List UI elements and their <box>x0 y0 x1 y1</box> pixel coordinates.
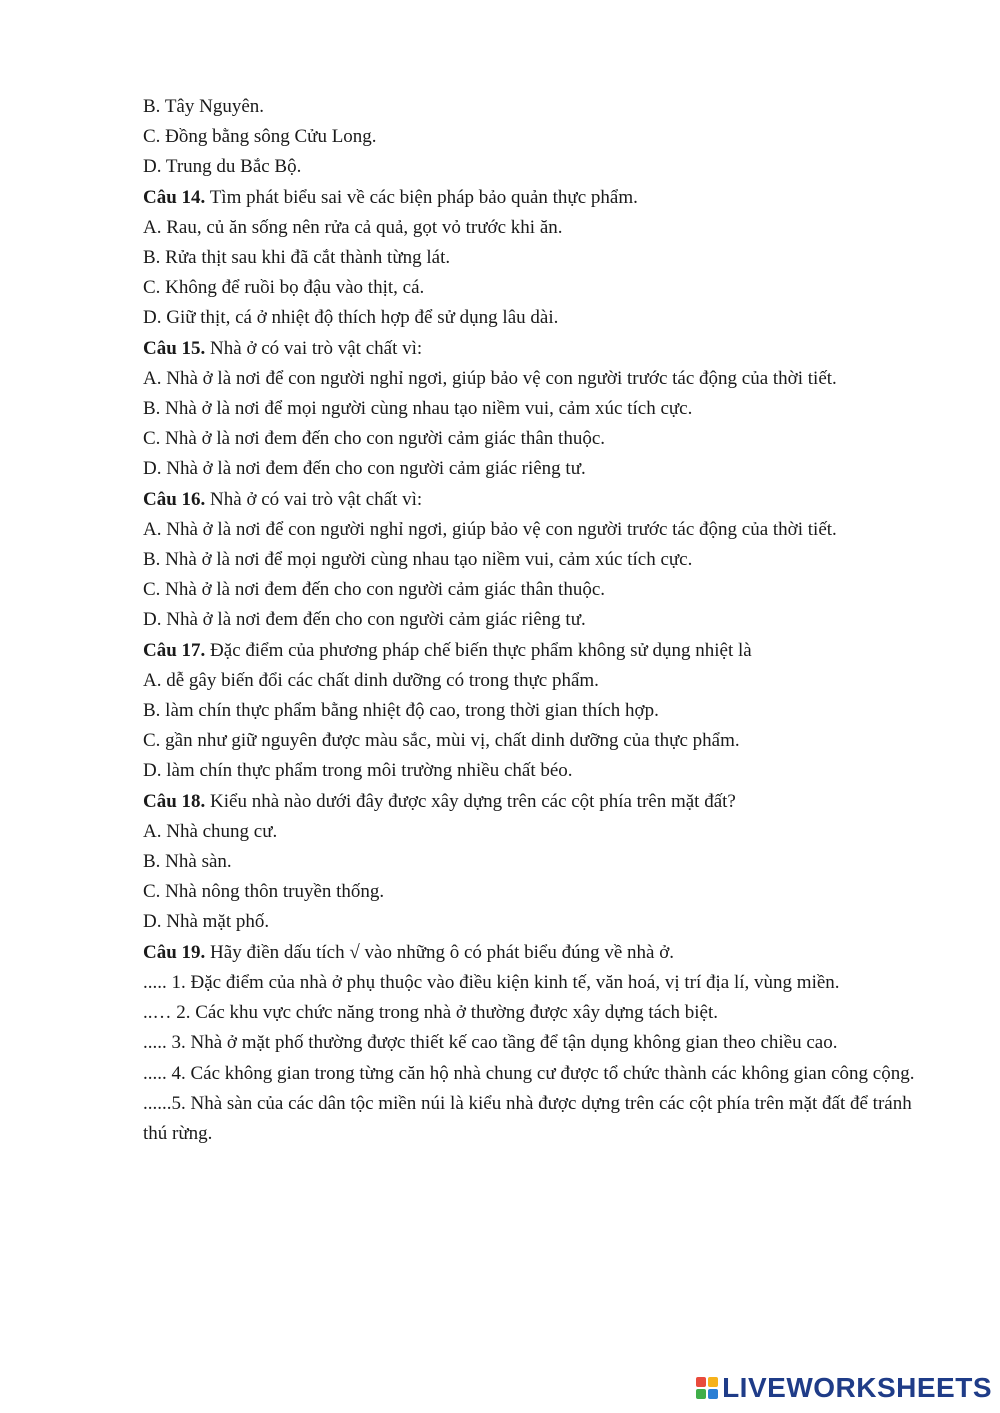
option-a: A. dễ gây biến đổi các chất dinh dưỡng có trong thực phẩm. <box>143 669 599 691</box>
question-14 <box>143 183 923 334</box>
option-c: C. Không để ruồi bọ đậu vào thịt, cá. <box>143 277 425 299</box>
question-19 <box>143 938 923 1149</box>
statement-1: ..... 1. Đặc điểm của nhà ở phụ thuộc vào điều kiện kinh tế, văn hoá, vị trí địa lí, vùng miền. <box>143 971 840 993</box>
question-17 <box>143 636 923 787</box>
question-text: Hãy điền dấu tích √ vào những ô có phát biểu đúng về nhà ở. <box>205 941 675 963</box>
question-number: Câu 15. <box>143 337 206 359</box>
logo-square <box>696 1377 706 1387</box>
question-stem <box>143 636 923 666</box>
question-text: Nhà ở có vai trò vật chất vì: <box>205 488 423 510</box>
option-d: D. Nhà ở là nơi đem đến cho con người cảm giác riêng tư. <box>143 609 586 631</box>
question-stem <box>143 334 923 364</box>
question-stem <box>143 183 923 213</box>
option-c: C. Nhà ở là nơi đem đến cho con người cảm giác thân thuộc. <box>143 428 606 450</box>
question-number: Câu 14. <box>143 186 206 208</box>
question-stem <box>143 787 923 817</box>
logo-square <box>708 1389 718 1399</box>
option-b: B. Nhà ở là nơi để mọi người cùng nhau tạo niềm vui, cảm xúc tích cực. <box>143 549 693 571</box>
option-line: C. Đồng bằng sông Cửu Long. <box>143 126 377 148</box>
option-c: C. gần như giữ nguyên được màu sắc, mùi vị, chất dinh dưỡng của thực phẩm. <box>143 730 740 752</box>
option-c: C. Nhà ở là nơi đem đến cho con người cảm giác thân thuộc. <box>143 579 606 601</box>
question-15 <box>143 334 923 485</box>
logo-square <box>708 1377 718 1387</box>
question-text: Nhà ở có vai trò vật chất vì: <box>205 337 423 359</box>
question-number: Câu 16. <box>143 488 206 510</box>
statement-5: ......5. Nhà sàn của các dân tộc miền núi là kiểu nhà được dựng trên các cột phía trên mặt đất để tránh thú rừng. <box>143 1092 912 1144</box>
option-d: D. Nhà ở là nơi đem đến cho con người cảm giác riêng tư. <box>143 458 586 480</box>
option-b: B. làm chín thực phẩm bằng nhiệt độ cao, trong thời gian thích hợp. <box>143 700 659 722</box>
question-number: Câu 17. <box>143 639 206 661</box>
option-line: B. Tây Nguyên. <box>143 96 265 117</box>
option-a: A. Rau, củ ăn sống nên rửa cả quả, gọt vỏ trước khi ăn. <box>143 216 563 238</box>
option-b: B. Nhà ở là nơi để mọi người cùng nhau tạo niềm vui, cảm xúc tích cực. <box>143 398 693 420</box>
option-a: A. Nhà ở là nơi để con người nghỉ ngơi, giúp bảo vệ con người trước tác động của thời tiết. <box>143 367 837 389</box>
option-b: B. Nhà sàn. <box>143 851 232 873</box>
question-18 <box>143 787 923 938</box>
option-d: D. Nhà mặt phố. <box>143 911 270 933</box>
option-c: C. Nhà nông thôn truyền thống. <box>143 881 385 903</box>
statement-3: ..... 3. Nhà ở mặt phố thường được thiết kế cao tầng để tận dụng không gian theo chiều cao. <box>143 1032 838 1054</box>
option-d: D. làm chín thực phẩm trong môi trường nhiều chất béo. <box>143 760 573 782</box>
option-b: B. Rửa thịt sau khi đã cắt thành từng lát. <box>143 247 451 269</box>
logo-square <box>696 1389 706 1399</box>
top-lines <box>143 92 923 183</box>
worksheet-page <box>143 92 923 1149</box>
option-a: A. Nhà chung cư. <box>143 820 278 842</box>
statement-2: ..… 2. Các khu vực chức năng trong nhà ở thường được xây dựng tách biệt. <box>143 1002 718 1024</box>
liveworksheets-logo[interactable] <box>696 1371 992 1405</box>
question-text: Kiểu nhà nào dưới đây được xây dựng trên các cột phía trên mặt đất? <box>205 790 736 812</box>
question-number: Câu 18. <box>143 790 206 812</box>
question-text: Đặc điểm của phương pháp chế biến thực phẩm không sử dụng nhiệt là <box>205 639 752 661</box>
question-stem <box>143 938 923 968</box>
logo-text: LIVEWORKSHEETS <box>722 1372 992 1403</box>
logo-mark-icon <box>696 1377 718 1399</box>
option-line: D. Trung du Bắc Bộ. <box>143 156 302 178</box>
question-number: Câu 19. <box>143 941 206 963</box>
question-text: Tìm phát biểu sai về các biện pháp bảo quản thực phẩm. <box>205 186 638 208</box>
option-d: D. Giữ thịt, cá ở nhiệt độ thích hợp để sử dụng lâu dài. <box>143 307 559 329</box>
statement-4: ..... 4. Các không gian trong từng căn hộ nhà chung cư được tổ chức thành các không gian công cộng. <box>143 1062 915 1084</box>
option-a: A. Nhà ở là nơi để con người nghỉ ngơi, giúp bảo vệ con người trước tác động của thời tiết. <box>143 518 837 540</box>
question-stem <box>143 485 923 515</box>
question-16 <box>143 485 923 636</box>
